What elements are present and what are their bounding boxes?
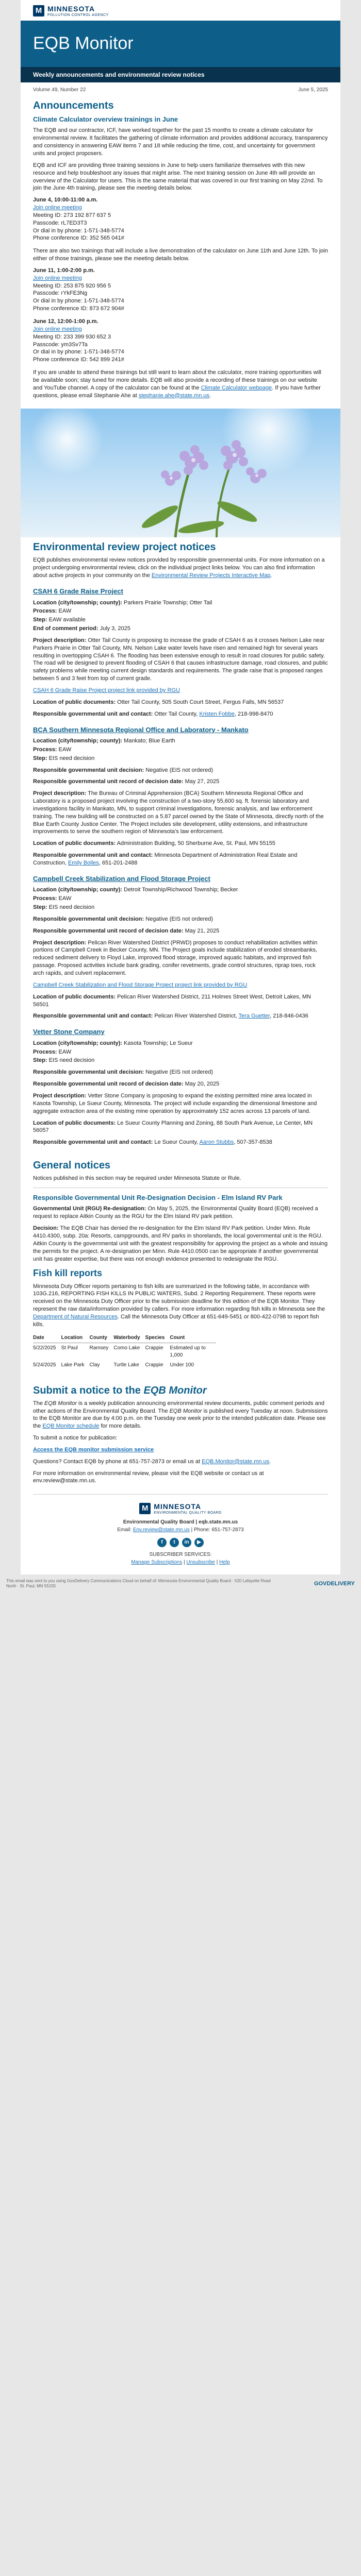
announcement-title: Climate Calculator overview trainings in June [33, 115, 178, 123]
monitor-email-link[interactable]: EQB.Monitor@state.mn.us [202, 1458, 270, 1465]
submit-p1: The EQB Monitor is a weekly publication announcing environmental review documents, public comment periods and other actions of the Environmental Quality Board. The EQB Monitor is published every Tuesday at noon. Submissions to the EQB Monitor are due by 4:00 p.m. on the Tuesday one week prior to the intended publication date. Please see the EQB Monitor schedule for more details. [33, 1400, 328, 1430]
submission-service-link[interactable]: Access the EQB monitor submission service [33, 1446, 154, 1453]
logo-state: MINNESOTA [47, 5, 95, 13]
table-cell: Lake Park [61, 1362, 85, 1368]
join-meeting-link[interactable]: Join online meeting [33, 205, 82, 211]
general-section [21, 1159, 340, 1381]
logo-agency: ENVIRONMENTAL QUALITY BOARD [154, 1511, 222, 1515]
conference-id: Phone conference ID: 873 672 904# [33, 306, 124, 312]
project-decision: Responsible governmental unit decision: Negative (EIS not ordered) [33, 1069, 214, 1076]
join-meeting-link[interactable]: Join online meeting [33, 326, 82, 332]
review-section [21, 540, 340, 1156]
table-cell: Crappie [145, 1345, 163, 1351]
table-cell: Crappie [145, 1362, 163, 1368]
project-description: Project description: Otter Tail County is proposing to increase the grade of CSAH 6 as it crosses Nelson Lake near Parkers Prairie in Otter Tail County, MN. Nelson Lake water levels have risen and remained high for several years resulting in overtopping CSAH 6. The flooding has been extensive enough to result in road closures for public safety. The road will be designed to prevent flooding of CSAH 6 that causes infrastructure damage, road closures, and public safety problems while meeting current design standards and requirements. The grade raise that is proposed ranges between 5 and 3 feet from top of current grade. [33, 637, 328, 682]
project-decision: Responsible governmental unit decision: Negative (EIS not ordered) [33, 767, 214, 773]
project-decision-date: Responsible governmental unit record of decision date: May 21, 2025 [33, 927, 220, 934]
passcode: Passcode: rYkFE3Ng [33, 290, 88, 297]
help-link[interactable]: Help [219, 1560, 230, 1566]
project-location: Location (city/township; county): Kasota Township; Le Sueur [33, 1040, 193, 1046]
project-description: Project description: The Bureau of Criminal Apprehension (BCA) Southern Minnesota Regional Office and Laboratory is a proposed project involving the construction of a two-story 55,600 sq. ft. forensic laboratory and investigations facility in Mankato, MN, to support criminal investigations, forensic analysis, and law enforcement training. The new building will be constructed on a 5.87 parcel owned by the State of Minnesota, directly north of the Blue Earth County Justice Center. The Project includes site development, utility extensions, and infrastructure improvements to serve the southern region of Minnesota's law enforcement. [33, 790, 324, 835]
column-header: Location [61, 1333, 90, 1343]
mn-logo[interactable] [33, 4, 109, 18]
contact-link[interactable]: Aaron Stubbs [199, 1139, 234, 1146]
project-location: Location (city/township; county): Detroit Township/Richwood Township; Becker [33, 887, 238, 893]
announcement-p3: There are also two trainings that will include a live demonstration of the calculator on June 11th and June 12th. To join either of those trainings, please see the meeting details below. [33, 248, 328, 262]
general-heading: General notices [33, 1160, 111, 1172]
hero-photo-flowers [21, 409, 340, 537]
project-step: Step: EIS need decision [33, 755, 95, 761]
fish-kill-table [33, 1333, 216, 1370]
column-header: Waterbody [113, 1333, 145, 1343]
general-intro: Notices published in this section may be required under Minnesota Statute or Rule. [33, 1175, 241, 1182]
banner [21, 21, 340, 67]
bottom-note [0, 1574, 361, 1594]
project-contact: Responsible governmental unit and contact: Otter Tail County, Kristen Fobbe, 218-998-8470 [33, 710, 273, 717]
unsubscribe-link[interactable]: Unsubscribe [186, 1560, 215, 1566]
fish-kill-paragraph: Minnesota Duty Officer reports pertaining to fish kills are summarized in the following table, in accordance with 103G.216, REPORTING FISH KILLS IN PUBLIC WATERS, Subd. 2 Reporting Requirement. These reports were received on the Minnesota Duty Officer prior to the submission deadline for this edition of the EQB Monitor. They represent the raw data/information provided by callers. For more information regarding fish kills in Minnesota see the Department of Natural Resources. Call the Minnesota Duty Officer at 651-649-5451 or 800-422-0798 to report fish kills. [33, 1283, 325, 1328]
meeting-id: Meeting ID: 253 875 920 956 5 [33, 282, 111, 289]
project-contact: Responsible governmental unit and contact: Minnesota Department of Administration Real Estate and Construction, Emily Bolles, 651-201-2488 [33, 852, 298, 867]
social-icons [33, 1538, 328, 1547]
contact-link[interactable]: Kristen Fobbe [199, 710, 235, 717]
passcode: Passcode: ym3Sv7Ta [33, 341, 88, 348]
project-contact: Responsible governmental unit and contact: Pelican River Watershed District, Tera Guetter, 218-846-0436 [33, 1013, 308, 1020]
newsletter [21, 0, 340, 1574]
dnr-link[interactable]: Department of Natural Resources [33, 1314, 118, 1320]
linkedin-icon[interactable]: in [182, 1538, 191, 1547]
submit-heading: Submit a notice to the EQB Monitor [33, 1384, 207, 1396]
table-header-row [33, 1333, 216, 1343]
contact-link[interactable]: Tera Guetter [238, 1013, 270, 1020]
logo-agency: POLLUTION CONTROL AGENCY [47, 13, 109, 17]
project-step: Step: EIS need decision [33, 904, 95, 911]
session-block [33, 196, 328, 242]
dial-in: Or dial in by phone: 1-571-348-5774 [33, 298, 124, 304]
column-header: Date [33, 1333, 61, 1343]
project-doc-link[interactable]: Campbell Creek Stabilization and Flood Storage Project project link provided by RGU [33, 981, 248, 988]
table-cell: Under 100 [170, 1362, 194, 1368]
schedule-link[interactable]: EQB Monitor schedule [42, 1423, 100, 1430]
table-row [33, 1360, 216, 1370]
fish-kill-title: Fish kill reports [33, 1268, 103, 1279]
project-comment-end: End of comment period: July 3, 2025 [33, 625, 130, 632]
subscriber-links: Manage Subscriptions | Unsubscribe | Help [131, 1560, 230, 1566]
table-row [33, 1343, 216, 1361]
table-cell: St Paul [61, 1345, 78, 1351]
project-location: Location (city/township; county): Mankato; Blue Earth [33, 738, 175, 744]
facebook-icon[interactable]: f [157, 1538, 167, 1547]
contact-link[interactable]: Emily Bolles [68, 860, 99, 867]
rgu-p1: Governmental Unit (RGU) Re-designation: On May 5, 2025, the Environmental Quality Board (EQB) received a request to replace Aitkin County as the RGU for the Elm Island RV park petition. [33, 1206, 318, 1220]
announcements-section [21, 99, 340, 409]
state-shape-icon: M [139, 1503, 151, 1514]
project-description: Project description: Vetter Stone Company is proposing to expand the existing permitted mine area located in Kasota Township, Le Sueur County, Minnesota. The project will include expanding the dimensional limestone and aggregate extraction area of the existing mine operation by approximately 152 acres across 13 parcels of land. [33, 1092, 317, 1114]
submit-p2: To submit a notice for publication: [33, 1435, 118, 1442]
project-step: Step: EIS need decision [33, 1057, 95, 1064]
submit-p3: Questions? Contact EQB by phone at 651-757-2873 or email us at EQB.Monitor@state.mn.us. [33, 1458, 271, 1465]
table-cell: 5/22/2025 [33, 1345, 56, 1351]
project-decision: Responsible governmental unit decision: Negative (EIS not ordered) [33, 916, 214, 922]
project-description: Project description: Pelican River Watershed District (PRWD) proposes to conduct rehabilitation activities within portions of Campbell Creek in Becker County, MN. The Project goals include stabilization of eroded streambanks, reduced sediment delivery to Floyd Lake, improved flood storage, improved aquatic habitats, and improved fish passage. Proposed activities include bank grading, conifer revetments, grade control structures, riprap toes, rock arch rapids, and culvert replacement. [33, 939, 318, 976]
project-doc-location: Location of public documents: Le Sueur County Planning and Zoning, 88 South Park Avenue, Le Center, MN 56057 [33, 1120, 313, 1134]
announcements-heading: Announcements [33, 99, 114, 111]
column-header: County [90, 1333, 114, 1343]
rgu-title: Responsible Governmental Unit Re-Designation Decision - Elm Island RV Park [33, 1193, 283, 1201]
project-doc-location: Location of public documents: Pelican River Watershed District, 211 Holmes Street West, Detroit Lakes, MN 56501 [33, 993, 311, 1008]
meeting-id: Meeting ID: 273 192 877 637 5 [33, 212, 111, 218]
table-cell: Turtle Lake [113, 1362, 139, 1368]
column-header: Count [170, 1333, 216, 1343]
table-cell: Estimated up to 1,000 [170, 1345, 206, 1358]
project-process: Process: EAW [33, 608, 72, 615]
project-title-link[interactable]: Campbell Creek Stabilization and Flood Storage Project [33, 874, 210, 883]
flower-illustration [21, 409, 340, 537]
footer [21, 1495, 340, 1574]
state-shape-icon: M [33, 5, 44, 16]
table-cell: Ramsey [89, 1345, 109, 1351]
project-decision-date: Responsible governmental unit record of decision date: May 27, 2025 [33, 778, 220, 785]
project-title-link[interactable]: BCA Southern Minnesota Regional Office and Laboratory - Mankato [33, 725, 249, 734]
project-process: Process: EAW [33, 895, 72, 902]
project-process: Process: EAW [33, 746, 72, 753]
passcode: Passcode: rL7ED3T3 [33, 219, 87, 226]
interactive-map-link[interactable]: Environmental Review Projects Interactive Map [151, 572, 271, 579]
project-step: Step: EAW available [33, 617, 86, 623]
project-location: Location (city/township; county): Parkers Prairie Township; Otter Tail [33, 599, 212, 606]
submit-p4: For more information on environmental review, please visit the EQB website or contact us at env.review@state.mn.us. [33, 1470, 264, 1484]
volume: Volume 49, Number 22 [33, 87, 86, 93]
project-doc-link[interactable]: CSAH 6 Grade Raise Project project link provided by RGU [33, 687, 180, 693]
email-link[interactable]: stephanie.ahe@state.mn.us [138, 392, 210, 399]
project-contact: Responsible governmental unit and contact: Le Sueur County, Aaron Stubbs, 507-357-8538 [33, 1139, 272, 1146]
footer-contact: Email: Env.review@state.mn.us | Phone: 651-757-2873 [117, 1527, 244, 1533]
meeting-id: Meeting ID: 233 399 930 652 3 [33, 333, 111, 340]
session-block [33, 318, 328, 364]
subscriber-services: SUBSCRIBER SERVICES: [149, 1551, 212, 1557]
column-header: Species [145, 1333, 170, 1343]
twitter-icon[interactable]: t [170, 1538, 179, 1547]
project-doc-location: Location of public documents: Otter Tail County, 505 South Court Street, Fergus Falls, MN 56537 [33, 699, 284, 705]
dial-in: Or dial in by phone: 1-571-348-5774 [33, 227, 124, 234]
announcement-p2: EQB and ICF are providing three training sessions in June to help users familiarize themselves with this new resource and help troubleshoot any issues that might arise. The next training session on June 4th will provide an overview of the Calculator for users. This is the same material that was covered in our first training on May 22nd. To join the June 4th training, please see the meeting details below. [33, 162, 323, 192]
session-block [33, 267, 328, 313]
session-date: June 12, 12:00-1:00 p.m. [33, 318, 99, 325]
project-decision-date: Responsible governmental unit record of decision date: May 20, 2025 [33, 1081, 220, 1088]
conference-id: Phone conference ID: 352 565 041# [33, 235, 124, 242]
issue-date: June 5, 2025 [298, 87, 328, 93]
session-date: June 4, 10:00-11:00 a.m. [33, 197, 98, 204]
project-doc-location: Location of public documents: Administration Building, 50 Sherburne Ave, St. Paul, MN 55155 [33, 840, 275, 847]
submit-section [21, 1384, 340, 1495]
page-title: EQB Monitor [33, 33, 134, 54]
issue-line [21, 82, 340, 96]
top-bar [21, 0, 340, 21]
footer-logo[interactable] [33, 1502, 328, 1515]
footer-email-link[interactable]: Env.review@state.mn.us [133, 1527, 190, 1533]
table-cell: Como Lake [113, 1345, 140, 1351]
rgu-p2: Decision: The EQB Chair has denied the re-designation for the Elm Island RV Park petition. Under Minn. Rule 4410.4300, subp. 20a: Resorts, campgrounds, and RV parks in shorelands, the local governmental unit is the RGU. Aitkin County is the governmental unit with the greatest responsibility for approving the project as a whole and issuing the permits for the project. A re-designation per Minn. Rule 4410.0500 can be appropriate if another governmental unit has greater expertise, but there was not enough evidence presented to redesignate the RGU. [33, 1225, 328, 1262]
join-meeting-link[interactable]: Join online meeting [33, 275, 82, 281]
session-date: June 11, 1:00-2:00 p.m. [33, 267, 95, 274]
announcement-p1: The EQB and our contractor, ICF, have worked together for the past 15 months to create a climate calculator for environmental review. It facilitates the gathering of climate information and provides additional accuracy, transparency and consistency in answering EAW items 7 and 18 while reducing the time, cost, and uncertainty for government units and project proposers. [33, 127, 328, 157]
footer-org: Environmental Quality Board | eqb.state.mn.us [123, 1519, 238, 1525]
review-intro: EQB publishes environmental review notices provided by responsible governmental units. For more information on a project undergoing environmental review, click on the individual project links below. You can also find information about active projects in your community on the Environmental Review Projects Interactive Map. [33, 557, 325, 579]
table-cell: Clay [89, 1362, 100, 1368]
project-process: Process: EAW [33, 1048, 72, 1055]
project-title-link[interactable]: CSAH 6 Grade Raise Project [33, 587, 123, 595]
review-heading: Environmental review project notices [33, 541, 216, 553]
conference-id: Phone conference ID: 542 899 241# [33, 357, 124, 363]
dial-in: Or dial in by phone: 1-571-348-5774 [33, 349, 124, 355]
govdelivery-logo[interactable]: GOVDELIVERY [314, 1581, 355, 1587]
subtitle-bar: Weekly announcements and environmental review notices [21, 67, 340, 82]
table-cell: 5/24/2025 [33, 1362, 56, 1368]
manage-subscriptions-link[interactable]: Manage Subscriptions [131, 1560, 183, 1566]
youtube-icon[interactable]: ▶ [194, 1538, 204, 1547]
logo-state: MINNESOTA [154, 1502, 202, 1511]
project-title-link[interactable]: Vetter Stone Company [33, 1028, 105, 1036]
climate-calculator-link[interactable]: Climate Calculator webpage [201, 384, 272, 391]
govdelivery-note: This email was sent to you using GovDelivery Communications Cloud on behalf of: Minnesota Environmental Quality Board · 520 Lafayette Road North · St. Paul, MN 55155 [6, 1578, 271, 1589]
announcement-p4: If you are unable to attend these trainings but still want to learn about the calculator, more training opportunities will be available soon; stay tuned for more details. EQB will also provide a recording of these trainings on our website and YouTube channel. A copy of the calculator can be found at the Climate Calculator webpage. If you have further questions, please email Stephanie Ahe at stephanie.ahe@state.mn.us. [33, 369, 321, 399]
